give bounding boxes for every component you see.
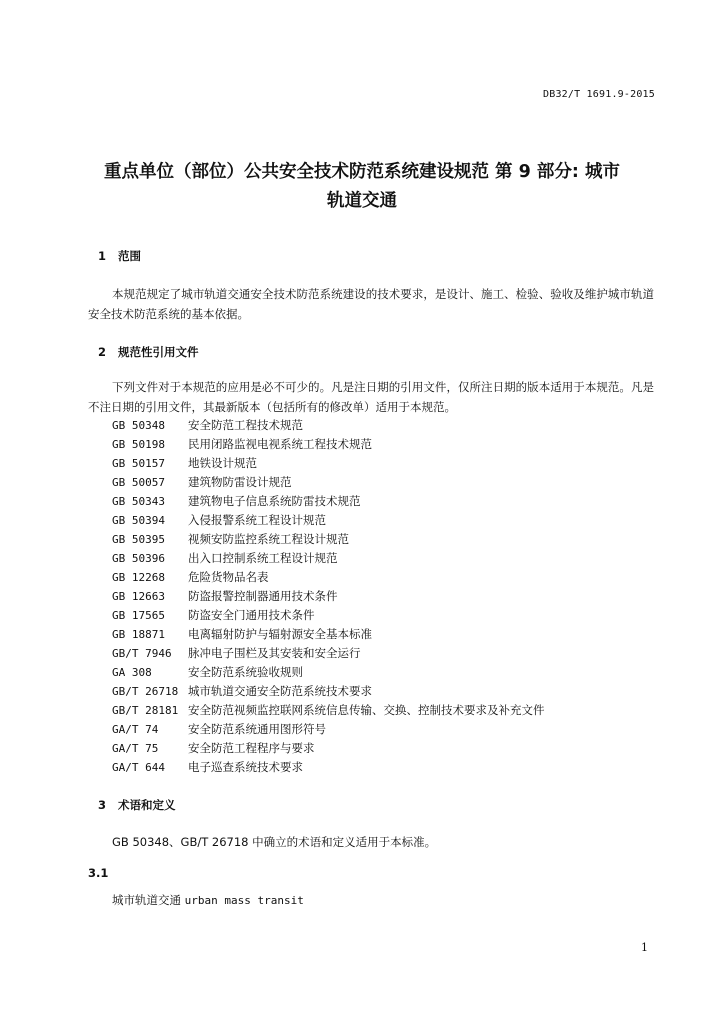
reference-name: 视频安防监控系统工程设计规范 [188,532,349,546]
scope-paragraph: 本规范规定了城市轨道交通安全技术防范系统建设的技术要求，是设计、施工、检验、验收及维护城市轨道安全技术防范系统的基本依据。 [88,287,654,321]
section-title: 规范性引用文件 [118,345,199,359]
reference-item [112,568,545,587]
reference-item [112,416,545,435]
reference-code: GB 50157 [112,457,165,470]
reference-code: GB 50395 [112,533,165,546]
reference-code: GB 50348 [112,419,165,432]
reference-item [112,663,545,682]
clause-number: 3.1 [88,866,109,880]
reference-name: 民用闭路监视电视系统工程技术规范 [188,437,372,451]
reference-item [112,644,545,663]
reference-name: 入侵报警系统工程设计规范 [188,513,326,527]
reference-name: 建筑物防雷设计规范 [188,475,292,489]
page-number: 1 [641,941,648,954]
reference-name: 地铁设计规范 [188,456,257,470]
normative-references-paragraph: 下列文件对于本规范的应用是必不可少的。凡是注日期的引用文件，仅所注日期的版本适用于本规范。凡是不注日期的引用文件，其最新版本（包括所有的修改单）适用于本规范。 [88,380,654,414]
reference-code: GB 50343 [112,495,165,508]
section-heading-normative-references [98,344,199,360]
document-code: DB32/T 1691.9-2015 [543,89,655,100]
reference-code: GA 308 [112,666,152,679]
term-english: urban mass transit [184,894,304,907]
reference-item [112,606,545,625]
section-heading-scope [98,248,141,264]
reference-name: 安全防范系统通用图形符号 [188,722,326,736]
reference-code: GB 50394 [112,514,165,527]
reference-name: 防盗安全门通用技术条件 [188,608,315,622]
reference-code: GA/T 74 [112,723,159,736]
reference-name: 安全防范系统验收规则 [188,665,303,679]
reference-item [112,473,545,492]
reference-item [112,739,545,758]
reference-item [112,682,545,701]
reference-code: GB/T 26718 [112,685,179,698]
reference-item [112,758,545,777]
reference-item [112,492,545,511]
reference-name: 防盗报警控制器通用技术条件 [188,589,338,603]
reference-code: GB/T 7946 [112,647,172,660]
title-line-2: 轨道交通 [327,191,397,211]
reference-name: 电子巡查系统技术要求 [188,760,303,774]
reference-item [112,549,545,568]
reference-code: GB 50396 [112,552,165,565]
reference-item [112,454,545,473]
reference-name: 安全防范工程程序与要求 [188,741,315,755]
reference-item [112,587,545,606]
reference-code: GB 18871 [112,628,165,641]
section-title: 术语和定义 [118,798,176,812]
reference-code: GB 50057 [112,476,165,489]
reference-name: 安全防范视频监控联网系统信息传输、交换、控制技术要求及补充文件 [188,703,545,717]
reference-item [112,530,545,549]
reference-item [112,435,545,454]
reference-name: 脉冲电子围栏及其安装和安全运行 [188,646,361,660]
section-heading-terms [98,797,176,813]
reference-code: GB 17565 [112,609,165,622]
reference-item [112,511,545,530]
reference-item [112,720,545,739]
reference-code: GB 12268 [112,571,165,584]
reference-name: 安全防范工程技术规范 [188,418,303,432]
section-number: 2 [98,345,107,359]
reference-code: GB 12663 [112,590,165,603]
reference-name: 电离辐射防护与辐射源安全基本标准 [188,627,372,641]
document-title [60,158,664,216]
reference-item [112,701,545,720]
reference-item [112,625,545,644]
reference-code: GB/T 28181 [112,704,179,717]
section-title: 范围 [118,249,141,263]
reference-code: GA/T 644 [112,761,165,774]
reference-name: 建筑物电子信息系统防雷技术规范 [188,494,361,508]
section-number: 3 [98,798,107,812]
reference-name: 城市轨道交通安全防范系统技术要求 [188,684,372,698]
reference-name: 危险货物品名表 [188,570,269,584]
term-entry [112,892,304,908]
terms-paragraph: GB 50348、GB/T 26718 中确立的术语和定义适用于本标准。 [112,835,437,849]
title-line-1: 重点单位（部位）公共安全技术防范系统建设规范 第 9 部分: 城市 [103,162,621,182]
reference-code: GA/T 75 [112,742,159,755]
reference-list [112,416,545,777]
term-chinese: 城市轨道交通 [112,893,181,907]
reference-name: 出入口控制系统工程设计规范 [188,551,338,565]
section-number: 1 [98,249,107,263]
reference-code: GB 50198 [112,438,165,451]
